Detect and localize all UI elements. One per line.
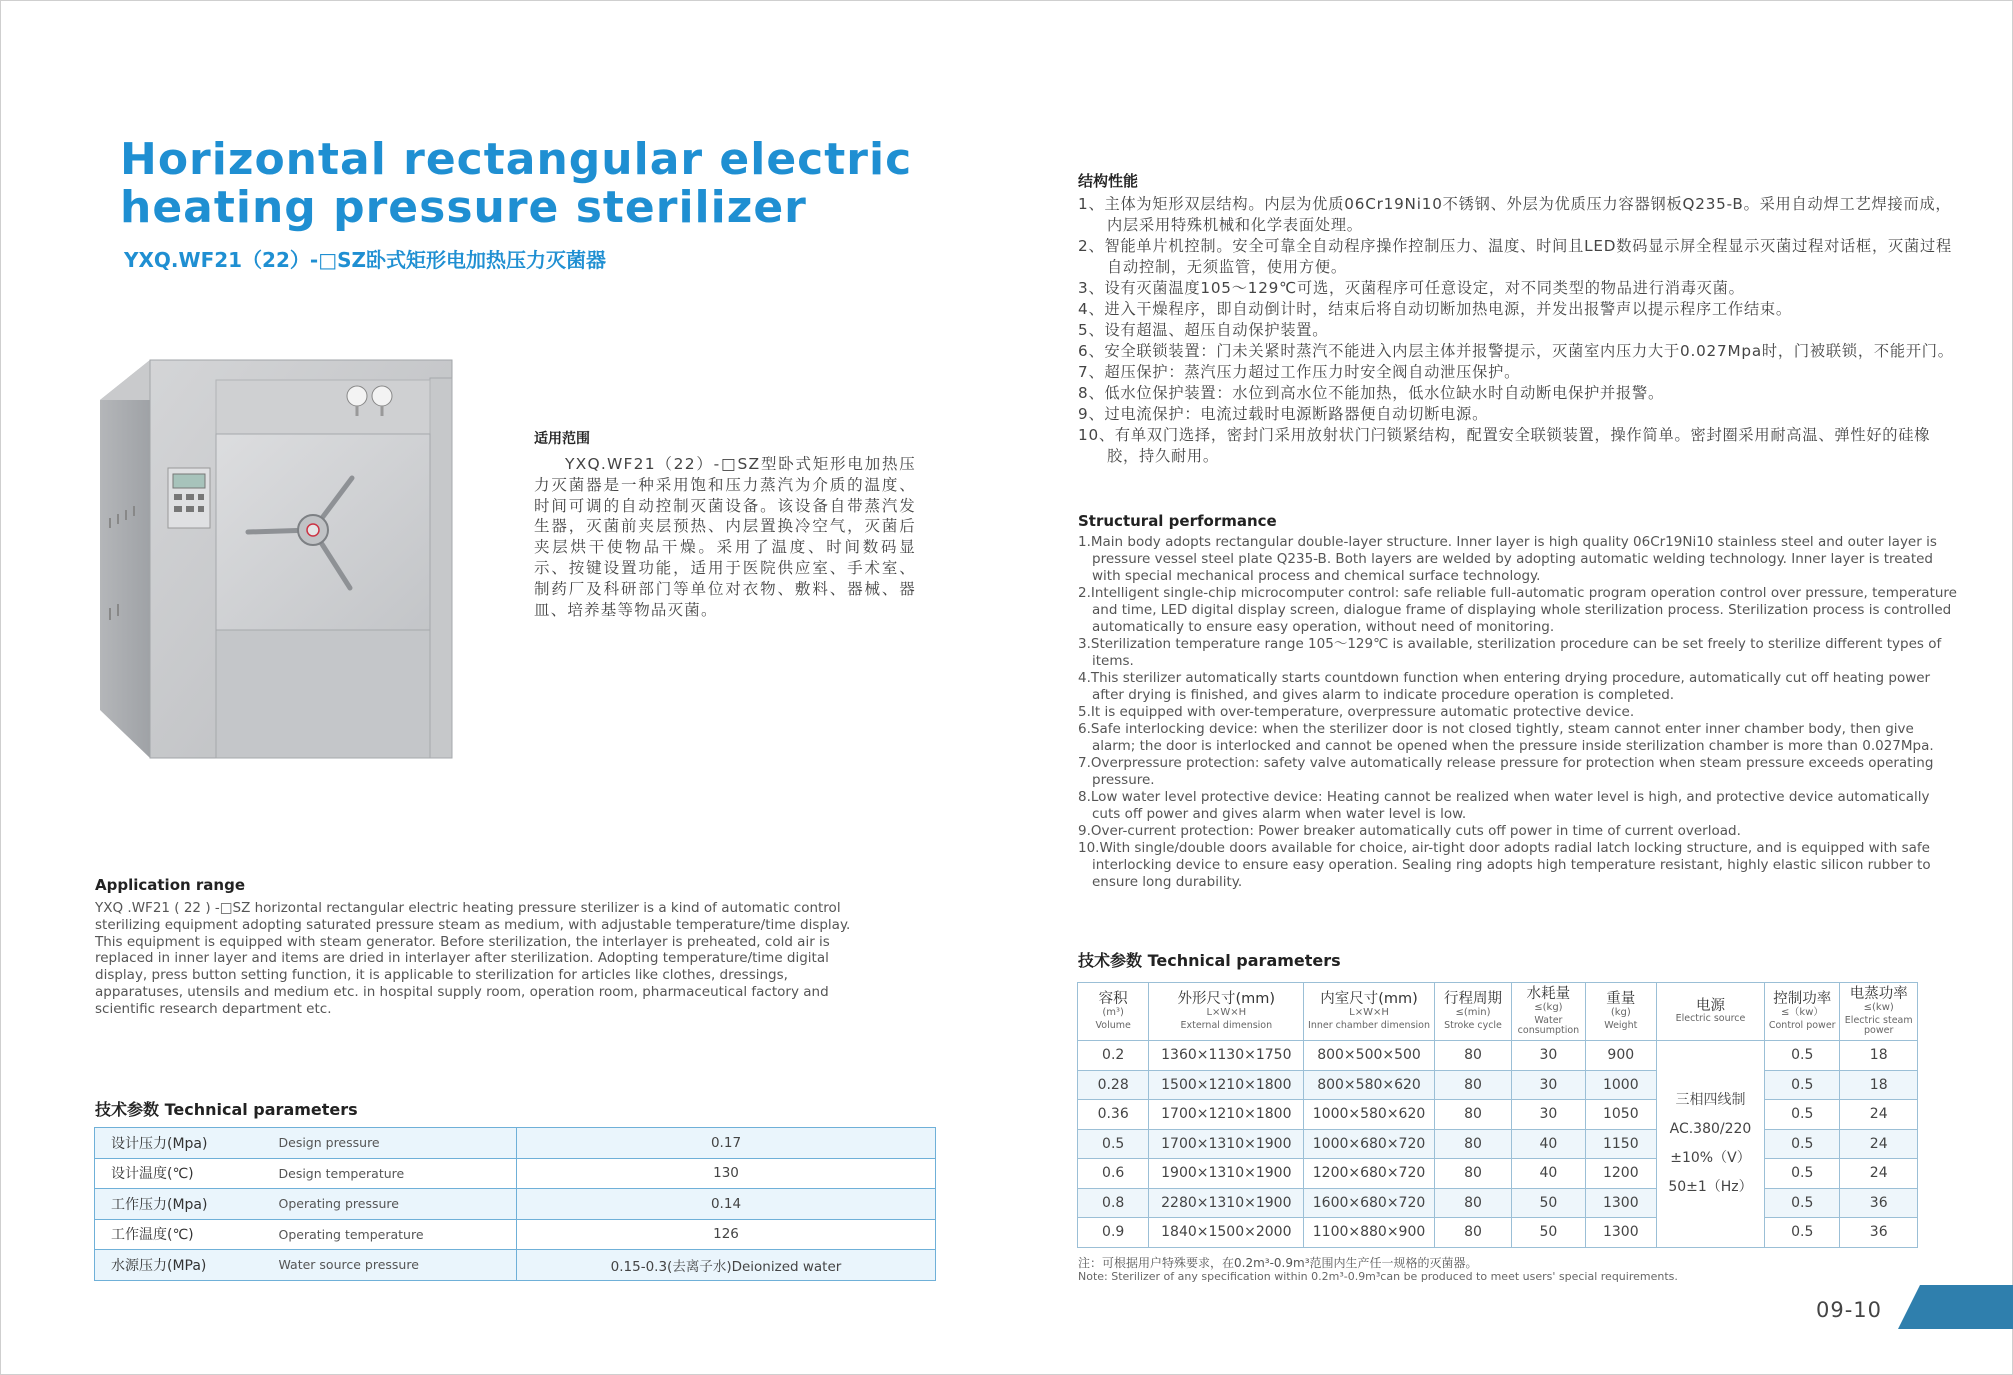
list-item: 7.Overpressure protection: safety valve automatically release pressure for protection when steam pressure exceeds operating pressure. [1078, 755, 1934, 788]
param-en-cell: Operating temperature [269, 1219, 517, 1250]
column-header [1434, 983, 1511, 1041]
header-cn: 电源 [1695, 998, 1725, 1014]
column-header [1078, 983, 1149, 1041]
table-row [1078, 1041, 1918, 1071]
table-cell: 80 [1434, 1100, 1511, 1130]
header-en: Weight [1604, 1020, 1638, 1031]
header-cn: 外形尺寸(mm) [1177, 991, 1276, 1007]
table-cell: 1360×1130×1750 [1149, 1041, 1304, 1071]
power-line: AC.380/220 [1669, 1120, 1752, 1137]
table-cell: 1100×880×900 [1304, 1218, 1434, 1248]
column-header [1840, 983, 1918, 1041]
header-en: Control power [1768, 1020, 1836, 1031]
table-cell: 80 [1434, 1218, 1511, 1248]
header-unit: ≤(min) [1455, 1007, 1491, 1018]
list-item: 1.Main body adopts rectangular double-layer structure. Inner layer is high quality 06Cr19Ni10 stainless steel and outer layer is pressure vessel steel plate Q235-B. Both layers are welded by adopting automatic welding technology. Inner layer is treated with special mechanical process and chemical surface technology. [1078, 534, 1937, 584]
tech-params-right-table [1077, 982, 1918, 1248]
header-cn: 水耗量 [1526, 986, 1571, 1002]
corner-tab-decoration [1898, 1285, 2013, 1329]
table-cell: 30 [1512, 1041, 1585, 1071]
param-en-cell: Operating pressure [269, 1189, 517, 1220]
table-cell: 0.5 [1765, 1129, 1840, 1159]
table-cell: 0.5 [1765, 1218, 1840, 1248]
table-cell: 0.5 [1765, 1188, 1840, 1218]
table-row [1078, 1218, 1918, 1248]
sterilizer-product-image [100, 358, 460, 768]
list-item: 2、智能单片机控制。安全可靠全自动程序操作控制压力、温度、时间且LED数码显示屏全程显示灭菌过程对话框，灭菌过程自动控制，无须监管，使用方便。 [1078, 237, 1952, 276]
table-cell: 1500×1210×1800 [1149, 1070, 1304, 1100]
param-en-cell: Water source pressure [269, 1250, 517, 1281]
param-cn-cell: 工作压力(Mpa) [95, 1189, 269, 1220]
list-item: 6.Safe interlocking device: when the sterilizer door is not closed tightly, steam cannot enter inner chamber body, then give alarm; the door is interlocked and cannot be opened when the pressure inside sterilization chamber is more than 0.027Mpa. [1078, 721, 1934, 754]
header-cn: 重量 [1606, 991, 1636, 1007]
header-en: Water consumption [1517, 1015, 1580, 1036]
tech-params-right-header-row [1078, 983, 1918, 1041]
table-cell: 1200 [1585, 1159, 1656, 1189]
table-cell: 0.5 [1765, 1041, 1840, 1071]
list-item: 6、安全联锁装置：门未关紧时蒸汽不能进入内层主体并报警提示，灭菌室内压力大于0.027Mpa时，门被联锁，不能开门。 [1078, 342, 1954, 360]
header-en: External dimension [1180, 1020, 1273, 1031]
list-item: 10、有单双门选择，密封门采用放射状门闩锁紧结构，配置安全联锁装置，操作简单。密封圈采用耐高温、弹性好的硅橡胶，持久耐用。 [1078, 426, 1931, 465]
table-cell: 1840×1500×2000 [1149, 1218, 1304, 1248]
header-unit: ≤（kw） [1781, 1007, 1824, 1018]
table-row [1078, 1070, 1918, 1100]
application-en-text: YXQ .WF21 ( 22 ) -□SZ horizontal rectangular electric heating pressure sterilizer is a kind of automatic control sterilizing equipment adopting saturated pressure steam as medium, with adjustable temperature/time display. This equipment is equipped with steam generator. Before sterilization, the interlayer is preheated, cold air is replaced in inner layer and items are dried in interlayer after sterilization. Adopting temperature/time digital display, press button setting function, it is applicable to sterilization for articles like clothes, dressings, apparatuses, utensils and medium etc. in hospital supply room, operation room, pharmaceutical factory and scientific research department etc. [95, 900, 851, 1017]
table-cell: 0.36 [1078, 1100, 1149, 1130]
tech-params-right-heading: 技术参数 Technical parameters [1078, 951, 1341, 970]
table-cell: 80 [1434, 1041, 1511, 1071]
table-cell: 900 [1585, 1041, 1656, 1071]
tech-params-left-heading: 技术参数 Technical parameters [95, 1100, 358, 1119]
list-item: 5、设有超温、超压自动保护装置。 [1078, 321, 1329, 339]
column-header [1765, 983, 1840, 1041]
table-cell: 0.8 [1078, 1188, 1149, 1218]
table-cell: 36 [1840, 1188, 1918, 1218]
header-en: Volume [1095, 1020, 1131, 1031]
table-cell: 1050 [1585, 1100, 1656, 1130]
page-title [120, 134, 913, 233]
power-line: 三相四线制 [1675, 1091, 1746, 1108]
header-en: Inner chamber dimension [1308, 1020, 1430, 1031]
param-cn-cell: 设计温度(℃) [95, 1158, 269, 1189]
header-unit: ≤(kg) [1534, 1002, 1563, 1013]
list-item: 3.Sterilization temperature range 105～129℃ is available, sterilization procedure can be set freely to sterilize different types of items. [1078, 636, 1942, 669]
header-unit: (kg) [1610, 1007, 1631, 1018]
list-item: 8、低水位保护装置：水位到高水位不能加热，低水位缺水时自动断电保护并报警。 [1078, 384, 1665, 402]
table-cell: 0.5 [1765, 1159, 1840, 1189]
list-item: 1、主体为矩形双层结构。内层为优质06Cr19Ni10不锈钢、外层为优质压力容器钢板Q235-B。采用自动焊工艺焊接而成，内层采用特殊机械和化学表面处理。 [1078, 195, 1952, 234]
table-cell: 0.28 [1078, 1070, 1149, 1100]
table-cell: 1000 [1585, 1070, 1656, 1100]
table-cell: 0.5 [1765, 1100, 1840, 1130]
application-en-heading: Application range [95, 876, 246, 894]
structure-en-list [1078, 534, 1958, 891]
list-item: 5.It is equipped with over-temperature, overpressure automatic protective device. [1078, 704, 1635, 720]
table-cell: 1700×1310×1900 [1149, 1129, 1304, 1159]
table-cell: 1150 [1585, 1129, 1656, 1159]
electric-source-cell [1656, 1041, 1764, 1248]
table-row [1078, 1188, 1918, 1218]
header-cn: 内室尺寸(mm) [1320, 991, 1418, 1007]
param-en-cell: Design temperature [269, 1158, 517, 1189]
table-cell: 800×500×500 [1304, 1041, 1434, 1071]
tech-params-left-table [94, 1127, 936, 1281]
param-value-cell: 126 [517, 1219, 936, 1250]
table-cell: 1300 [1585, 1188, 1656, 1218]
header-en: Electric steam power [1844, 1015, 1913, 1036]
list-item: 2.Intelligent single-chip microcomputer control: safe reliable full-automatic program operation control over pressure, temperature and time, LED digital display screen, dialogue frame of displaying whole sterilization process. Sterilization process is controlled automatically to ensure easy operation, without need of monitoring. [1078, 585, 1957, 635]
table-cell: 1000×580×620 [1304, 1100, 1434, 1130]
table-cell: 1000×680×720 [1304, 1129, 1434, 1159]
structure-cn-heading: 结构性能 [1078, 172, 1139, 190]
list-item: 8.Low water level protective device: Heating cannot be realized when water level is high, and protective device automatically cuts off power and gives alarm when water level is low. [1078, 789, 1930, 822]
param-value-cell: 130 [517, 1158, 936, 1189]
table-cell: 0.6 [1078, 1159, 1149, 1189]
title-line-2: heating pressure sterilizer [120, 182, 807, 233]
column-header [1585, 983, 1656, 1041]
column-header [1656, 983, 1764, 1041]
table-cell: 40 [1512, 1129, 1585, 1159]
table-cell: 30 [1512, 1100, 1585, 1130]
table-cell: 80 [1434, 1159, 1511, 1189]
table-cell: 80 [1434, 1070, 1511, 1100]
table-cell: 24 [1840, 1100, 1918, 1130]
header-unit: L×W×H [1349, 1007, 1389, 1018]
application-cn-text: YXQ.WF21（22）-□SZ型卧式矩形电加热压力灭菌器是一种采用饱和压力蒸汽为介质的温度、时间可调的自动控制灭菌设备。该设备自带蒸汽发生器，灭菌前夹层预热、内层置换冷空气，灭菌后夹层烘干使物品干燥。采用了温度、时间数码显示、按键设置功能，适用于医院供应室、手术室、制药厂及科研部门等单位对衣物、敷料、器械、器皿、培养基等物品灭菌。 [534, 455, 916, 619]
header-unit: (m³) [1102, 1007, 1124, 1018]
param-cn-cell: 水源压力(MPa) [95, 1250, 269, 1281]
model-subtitle: YXQ.WF21（22）-□SZ卧式矩形电加热压力灭菌器 [124, 248, 606, 272]
table-cell: 0.5 [1078, 1129, 1149, 1159]
list-item: 4、进入干燥程序，即自动倒计时，结束后将自动切断加热电源，并发出报警声以提示程序工作结束。 [1078, 300, 1792, 318]
param-cn-cell: 工作温度(℃) [95, 1219, 269, 1250]
header-unit: ≤(kw) [1863, 1002, 1894, 1013]
title-line-1: Horizontal rectangular electric [120, 134, 913, 185]
header-cn: 行程周期 [1444, 991, 1502, 1007]
table-row [1078, 1159, 1918, 1189]
header-cn: 容积 [1098, 991, 1128, 1007]
header-cn: 电蒸功率 [1849, 986, 1908, 1002]
table-cell: 1900×1310×1900 [1149, 1159, 1304, 1189]
note-en: Note: Sterilizer of any specification within 0.2m³-0.9m³can be produced to meet users' special requirements. [1078, 1270, 1678, 1283]
table-cell: 18 [1840, 1041, 1918, 1071]
note-cn: 注：可根据用户特殊要求，在0.2m³-0.9m³范围内生产任一规格的灭菌器。 [1078, 1256, 1478, 1270]
table-cell: 0.9 [1078, 1218, 1149, 1248]
page-number: 09-10 [1816, 1298, 1883, 1322]
power-line: ±10%（V） [1670, 1149, 1751, 1166]
table-cell: 1300 [1585, 1218, 1656, 1248]
header-unit: L×W×H [1206, 1007, 1247, 1018]
header-en: Electric source [1675, 1013, 1746, 1024]
param-cn-cell: 设计压力(Mpa) [95, 1128, 269, 1159]
column-header [1512, 983, 1585, 1041]
table-cell: 2280×1310×1900 [1149, 1188, 1304, 1218]
param-value-cell: 0.17 [517, 1128, 936, 1159]
header-cn: 控制功率 [1773, 991, 1832, 1007]
table-row [1078, 1100, 1918, 1130]
list-item: 10.With single/double doors available for choice, air-tight door adopts radial latch locking structure, and is equipped with safe interlocking device to ensure easy operation. Sealing ring adopts high temperature resistant, highly elastic silicon rubber to ensure long durability. [1078, 840, 1931, 890]
list-item: 9、过电流保护：电流过载时电源断路器便自动切断电源。 [1078, 405, 1489, 423]
table-cell: 24 [1840, 1129, 1918, 1159]
table-cell: 50 [1512, 1188, 1585, 1218]
table-row [95, 1219, 936, 1250]
column-header [1149, 983, 1304, 1041]
table-cell: 1200×680×720 [1304, 1159, 1434, 1189]
list-item: 4.This sterilizer automatically starts countdown function when entering drying procedure, automatically cut off heating power after drying is finished, and gives alarm to indicate procedure operation is completed. [1078, 670, 1931, 703]
table-row [95, 1158, 936, 1189]
table-cell: 18 [1840, 1070, 1918, 1100]
list-item: 7、超压保护：蒸汽压力超过工作压力时安全阀自动泄压保护。 [1078, 363, 1521, 381]
table-cell: 36 [1840, 1218, 1918, 1248]
table-cell: 24 [1840, 1159, 1918, 1189]
table-row [95, 1128, 936, 1159]
structure-cn-list [1078, 194, 1958, 467]
table-cell: 1700×1210×1800 [1149, 1100, 1304, 1130]
column-header [1304, 983, 1434, 1041]
list-item: 3、设有灭菌温度105～129℃可选，灭菌程序可任意设定，对不同类型的物品进行消毒灭菌。 [1078, 279, 1745, 297]
table-cell: 80 [1434, 1188, 1511, 1218]
table-row [95, 1189, 936, 1220]
table-row [1078, 1129, 1918, 1159]
table-cell: 50 [1512, 1218, 1585, 1248]
table-cell: 800×580×620 [1304, 1070, 1434, 1100]
param-value-cell: 0.15-0.3(去离子水)Deionized water [517, 1250, 936, 1281]
table-cell: 30 [1512, 1070, 1585, 1100]
table-cell: 40 [1512, 1159, 1585, 1189]
power-line: 50±1（Hz） [1668, 1178, 1753, 1195]
application-cn-heading: 适用范围 [534, 431, 590, 447]
table-cell: 0.5 [1765, 1070, 1840, 1100]
param-value-cell: 0.14 [517, 1189, 936, 1220]
header-en: Stroke cycle [1444, 1020, 1502, 1031]
table-cell: 0.2 [1078, 1041, 1149, 1071]
table-cell: 80 [1434, 1129, 1511, 1159]
table-cell: 1600×680×720 [1304, 1188, 1434, 1218]
structure-en-heading: Structural performance [1078, 512, 1277, 530]
list-item: 9.Over-current protection: Power breaker automatically cuts off power in time of current overload. [1078, 823, 1741, 839]
param-en-cell: Design pressure [269, 1128, 517, 1159]
table-row [95, 1250, 936, 1281]
